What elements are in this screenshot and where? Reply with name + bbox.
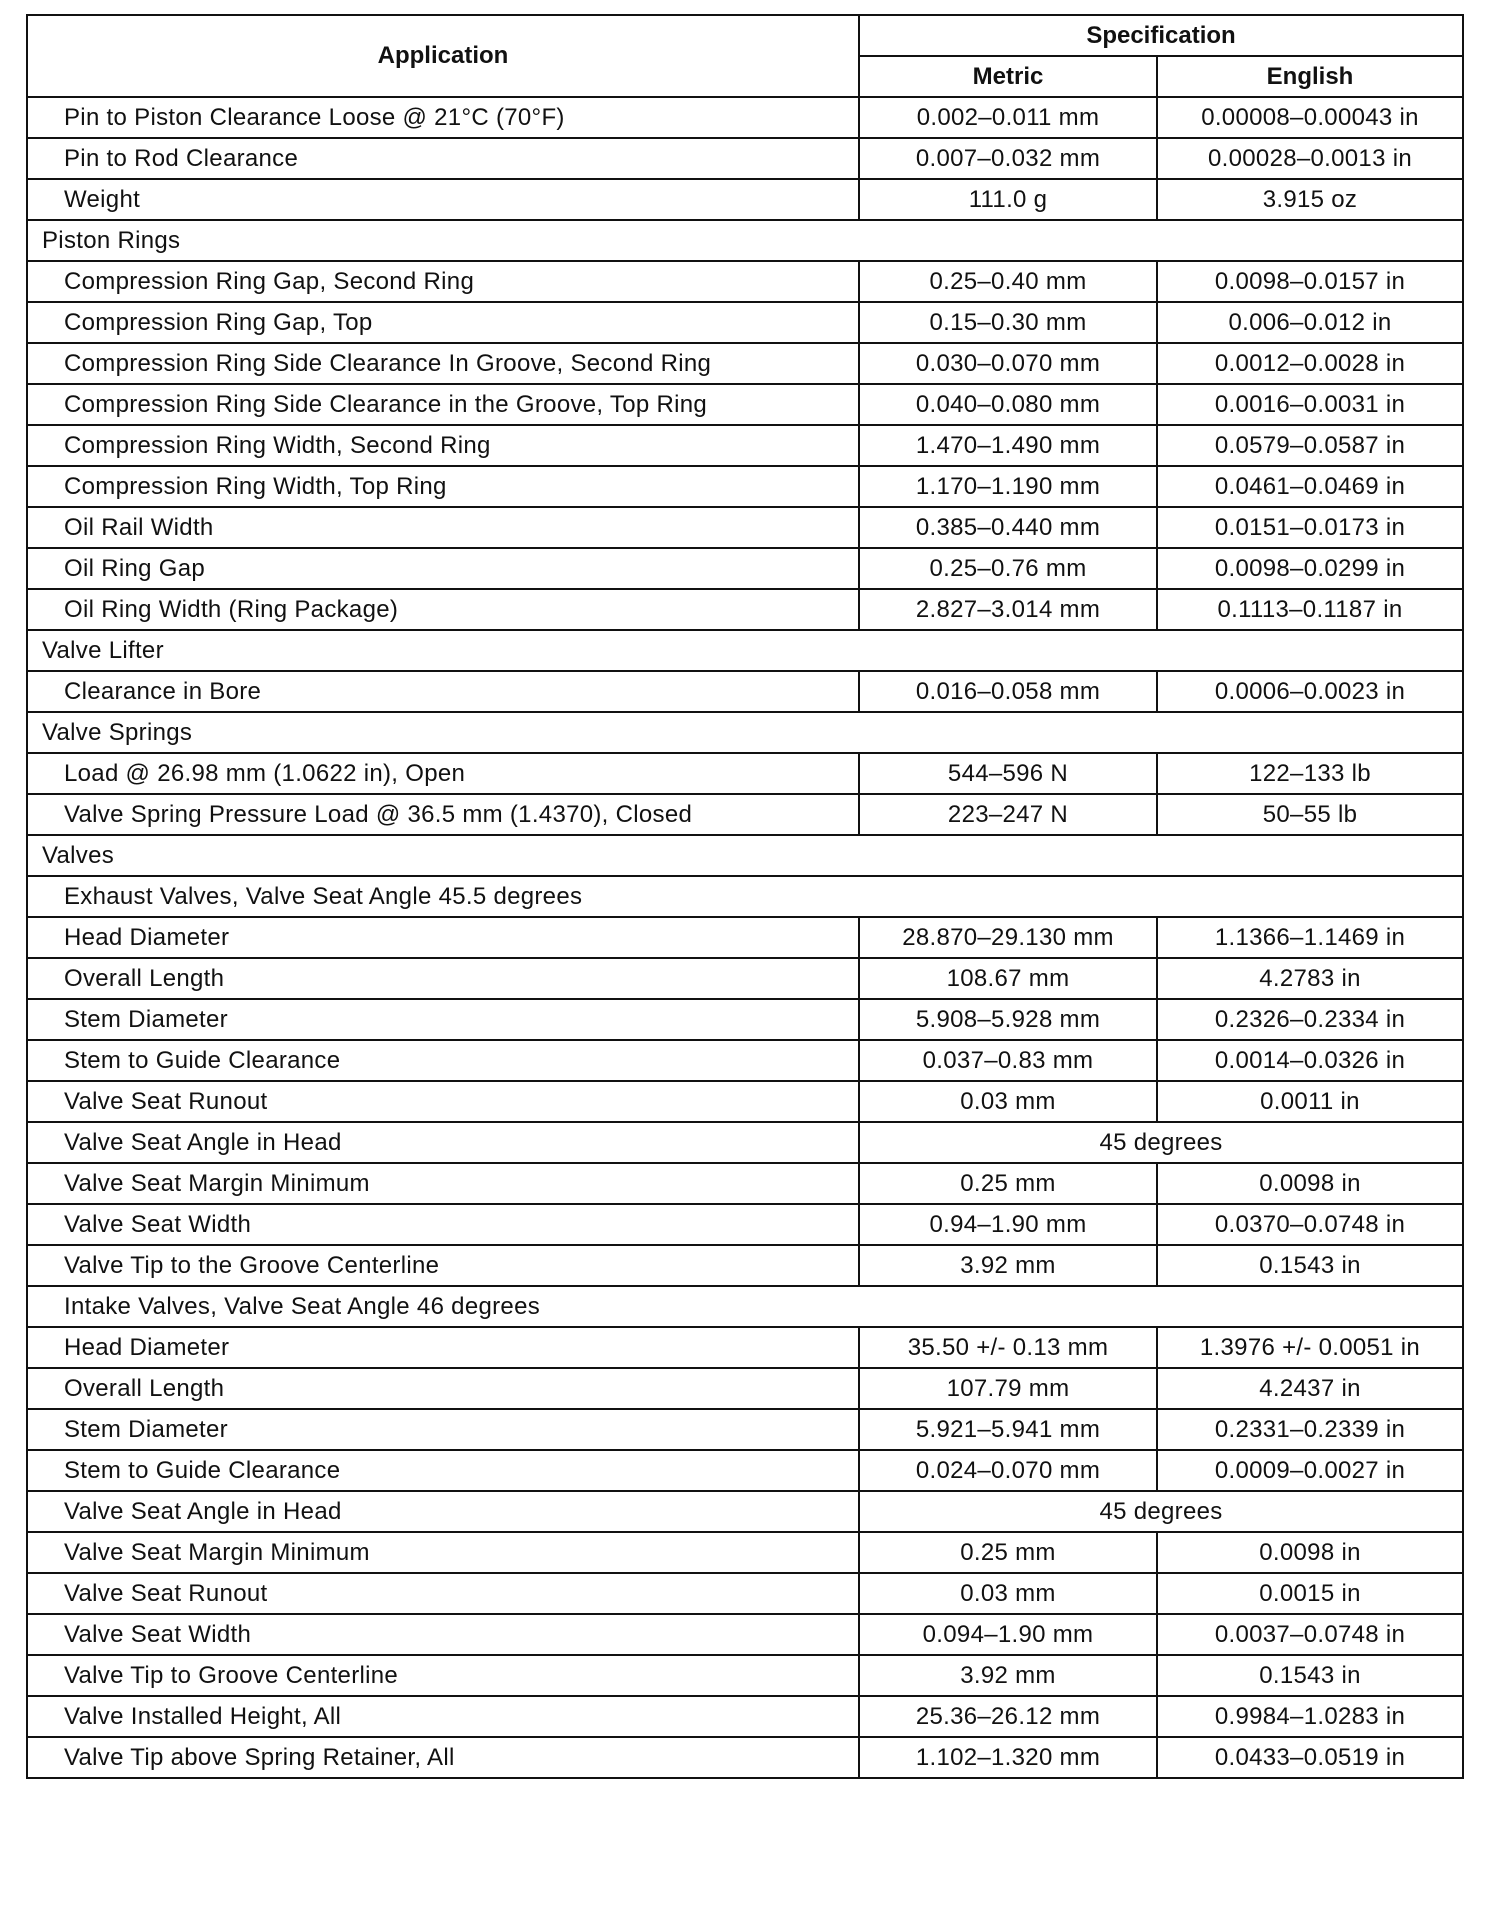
metric-cell: 0.040–0.080 mm xyxy=(859,384,1157,425)
table-row xyxy=(27,1573,1463,1614)
application-cell: Valve Seat Margin Minimum xyxy=(27,1163,859,1204)
table-row xyxy=(27,917,1463,958)
english-cell: 0.0011 in xyxy=(1157,1081,1463,1122)
application-cell: Overall Length xyxy=(27,958,859,999)
application-cell: Valve Installed Height, All xyxy=(27,1696,859,1737)
table-row xyxy=(27,1081,1463,1122)
table-row xyxy=(27,1368,1463,1409)
application-cell: Valve Seat Angle in Head xyxy=(27,1122,859,1163)
metric-cell: 2.827–3.014 mm xyxy=(859,589,1157,630)
application-cell: Clearance in Bore xyxy=(27,671,859,712)
table-row xyxy=(27,261,1463,302)
english-cell: 0.9984–1.0283 in xyxy=(1157,1696,1463,1737)
english-cell: 4.2783 in xyxy=(1157,958,1463,999)
english-cell: 0.0016–0.0031 in xyxy=(1157,384,1463,425)
english-cell: 50–55 lb xyxy=(1157,794,1463,835)
application-cell: Compression Ring Width, Top Ring xyxy=(27,466,859,507)
table-row xyxy=(27,1040,1463,1081)
table-row xyxy=(27,466,1463,507)
english-cell: 0.0015 in xyxy=(1157,1573,1463,1614)
metric-cell: 107.79 mm xyxy=(859,1368,1157,1409)
english-cell: 0.0009–0.0027 in xyxy=(1157,1450,1463,1491)
application-cell: Valve Seat Runout xyxy=(27,1573,859,1614)
table-row xyxy=(27,179,1463,220)
metric-cell: 0.25–0.76 mm xyxy=(859,548,1157,589)
metric-cell: 25.36–26.12 mm xyxy=(859,1696,1157,1737)
english-cell: 0.0579–0.0587 in xyxy=(1157,425,1463,466)
table-row xyxy=(27,1245,1463,1286)
section-title: Valve Lifter xyxy=(27,630,1463,671)
table-row xyxy=(27,97,1463,138)
table-row xyxy=(27,589,1463,630)
table-row xyxy=(27,1327,1463,1368)
application-cell: Valve Spring Pressure Load @ 36.5 mm (1.4370), Closed xyxy=(27,794,859,835)
english-cell: 0.0433–0.0519 in xyxy=(1157,1737,1463,1778)
metric-cell: 0.94–1.90 mm xyxy=(859,1204,1157,1245)
english-cell: 1.1366–1.1469 in xyxy=(1157,917,1463,958)
english-cell: 0.2331–0.2339 in xyxy=(1157,1409,1463,1450)
table-row xyxy=(27,1655,1463,1696)
metric-cell: 0.25 mm xyxy=(859,1163,1157,1204)
table-header xyxy=(27,15,1463,97)
metric-cell: 0.03 mm xyxy=(859,1573,1157,1614)
combined-spec-cell: 45 degrees xyxy=(859,1491,1463,1532)
english-cell: 0.0098–0.0157 in xyxy=(1157,261,1463,302)
application-cell: Valve Seat Width xyxy=(27,1204,859,1245)
metric-cell: 28.870–29.130 mm xyxy=(859,917,1157,958)
metric-cell: 1.470–1.490 mm xyxy=(859,425,1157,466)
application-cell: Valve Seat Width xyxy=(27,1614,859,1655)
english-cell: 0.1113–0.1187 in xyxy=(1157,589,1463,630)
combined-spec-cell: 45 degrees xyxy=(859,1122,1463,1163)
table-row xyxy=(27,1491,1463,1532)
english-cell: 0.0012–0.0028 in xyxy=(1157,343,1463,384)
subsection-header-row xyxy=(27,876,1463,917)
table-row xyxy=(27,1737,1463,1778)
metric-cell: 0.15–0.30 mm xyxy=(859,302,1157,343)
metric-cell: 544–596 N xyxy=(859,753,1157,794)
specification-table xyxy=(26,14,1464,1779)
application-cell: Stem Diameter xyxy=(27,1409,859,1450)
metric-cell: 3.92 mm xyxy=(859,1655,1157,1696)
metric-cell: 0.030–0.070 mm xyxy=(859,343,1157,384)
header-row-top xyxy=(27,15,1463,56)
table-row xyxy=(27,138,1463,179)
application-cell: Valve Seat Runout xyxy=(27,1081,859,1122)
table-body xyxy=(27,97,1463,1778)
english-cell: 0.00028–0.0013 in xyxy=(1157,138,1463,179)
subsection-title: Intake Valves, Valve Seat Angle 46 degrees xyxy=(27,1286,1463,1327)
section-header-row xyxy=(27,220,1463,261)
application-cell: Load @ 26.98 mm (1.0622 in), Open xyxy=(27,753,859,794)
table-row xyxy=(27,1204,1463,1245)
metric-cell: 5.921–5.941 mm xyxy=(859,1409,1157,1450)
metric-cell: 0.002–0.011 mm xyxy=(859,97,1157,138)
application-cell: Weight xyxy=(27,179,859,220)
metric-cell: 0.016–0.058 mm xyxy=(859,671,1157,712)
application-cell: Valve Seat Angle in Head xyxy=(27,1491,859,1532)
metric-cell: 0.037–0.83 mm xyxy=(859,1040,1157,1081)
application-cell: Compression Ring Width, Second Ring xyxy=(27,425,859,466)
metric-cell: 0.024–0.070 mm xyxy=(859,1450,1157,1491)
metric-cell: 1.170–1.190 mm xyxy=(859,466,1157,507)
english-cell: 3.915 oz xyxy=(1157,179,1463,220)
metric-cell: 108.67 mm xyxy=(859,958,1157,999)
table-row xyxy=(27,1163,1463,1204)
section-header-row xyxy=(27,630,1463,671)
table-row xyxy=(27,1532,1463,1573)
application-cell: Stem Diameter xyxy=(27,999,859,1040)
table-row xyxy=(27,1122,1463,1163)
metric-cell: 111.0 g xyxy=(859,179,1157,220)
section-title: Valve Springs xyxy=(27,712,1463,753)
table-row xyxy=(27,425,1463,466)
metric-cell: 223–247 N xyxy=(859,794,1157,835)
metric-cell: 0.03 mm xyxy=(859,1081,1157,1122)
english-cell: 0.0006–0.0023 in xyxy=(1157,671,1463,712)
application-cell: Stem to Guide Clearance xyxy=(27,1450,859,1491)
table-row xyxy=(27,302,1463,343)
column-header-application: Application xyxy=(27,15,859,97)
column-header-specification: Specification xyxy=(859,15,1463,56)
table-row xyxy=(27,671,1463,712)
section-title: Piston Rings xyxy=(27,220,1463,261)
table-row xyxy=(27,1409,1463,1450)
application-cell: Valve Seat Margin Minimum xyxy=(27,1532,859,1573)
column-header-english: English xyxy=(1157,56,1463,97)
application-cell: Valve Tip to the Groove Centerline xyxy=(27,1245,859,1286)
subsection-header-row xyxy=(27,1286,1463,1327)
english-cell: 0.0461–0.0469 in xyxy=(1157,466,1463,507)
application-cell: Valve Tip to Groove Centerline xyxy=(27,1655,859,1696)
table-row xyxy=(27,753,1463,794)
application-cell: Oil Ring Gap xyxy=(27,548,859,589)
metric-cell: 0.094–1.90 mm xyxy=(859,1614,1157,1655)
table-row xyxy=(27,958,1463,999)
metric-cell: 1.102–1.320 mm xyxy=(859,1737,1157,1778)
application-cell: Compression Ring Gap, Second Ring xyxy=(27,261,859,302)
english-cell: 0.00008–0.00043 in xyxy=(1157,97,1463,138)
english-cell: 1.3976 +/- 0.0051 in xyxy=(1157,1327,1463,1368)
english-cell: 0.0151–0.0173 in xyxy=(1157,507,1463,548)
subsection-title: Exhaust Valves, Valve Seat Angle 45.5 degrees xyxy=(27,876,1463,917)
metric-cell: 0.385–0.440 mm xyxy=(859,507,1157,548)
table-row xyxy=(27,548,1463,589)
english-cell: 0.0014–0.0326 in xyxy=(1157,1040,1463,1081)
table-row xyxy=(27,1450,1463,1491)
application-cell: Head Diameter xyxy=(27,1327,859,1368)
section-title: Valves xyxy=(27,835,1463,876)
english-cell: 0.006–0.012 in xyxy=(1157,302,1463,343)
table-row xyxy=(27,1614,1463,1655)
application-cell: Stem to Guide Clearance xyxy=(27,1040,859,1081)
application-cell: Head Diameter xyxy=(27,917,859,958)
english-cell: 0.0098–0.0299 in xyxy=(1157,548,1463,589)
table-row xyxy=(27,1696,1463,1737)
metric-cell: 3.92 mm xyxy=(859,1245,1157,1286)
application-cell: Oil Rail Width xyxy=(27,507,859,548)
english-cell: 0.0098 in xyxy=(1157,1532,1463,1573)
section-header-row xyxy=(27,712,1463,753)
english-cell: 122–133 lb xyxy=(1157,753,1463,794)
english-cell: 0.0098 in xyxy=(1157,1163,1463,1204)
metric-cell: 0.007–0.032 mm xyxy=(859,138,1157,179)
application-cell: Compression Ring Side Clearance in the Groove, Top Ring xyxy=(27,384,859,425)
table-row xyxy=(27,384,1463,425)
english-cell: 0.2326–0.2334 in xyxy=(1157,999,1463,1040)
application-cell: Valve Tip above Spring Retainer, All xyxy=(27,1737,859,1778)
application-cell: Oil Ring Width (Ring Package) xyxy=(27,589,859,630)
table-row xyxy=(27,999,1463,1040)
metric-cell: 35.50 +/- 0.13 mm xyxy=(859,1327,1157,1368)
application-cell: Pin to Piston Clearance Loose @ 21°C (70°F) xyxy=(27,97,859,138)
english-cell: 0.1543 in xyxy=(1157,1655,1463,1696)
english-cell: 4.2437 in xyxy=(1157,1368,1463,1409)
metric-cell: 0.25–0.40 mm xyxy=(859,261,1157,302)
application-cell: Compression Ring Gap, Top xyxy=(27,302,859,343)
table-row xyxy=(27,507,1463,548)
metric-cell: 5.908–5.928 mm xyxy=(859,999,1157,1040)
table-row xyxy=(27,343,1463,384)
application-cell: Pin to Rod Clearance xyxy=(27,138,859,179)
table-row xyxy=(27,794,1463,835)
section-header-row xyxy=(27,835,1463,876)
application-cell: Overall Length xyxy=(27,1368,859,1409)
english-cell: 0.1543 in xyxy=(1157,1245,1463,1286)
metric-cell: 0.25 mm xyxy=(859,1532,1157,1573)
application-cell: Compression Ring Side Clearance In Groove, Second Ring xyxy=(27,343,859,384)
column-header-metric: Metric xyxy=(859,56,1157,97)
english-cell: 0.0370–0.0748 in xyxy=(1157,1204,1463,1245)
english-cell: 0.0037–0.0748 in xyxy=(1157,1614,1463,1655)
